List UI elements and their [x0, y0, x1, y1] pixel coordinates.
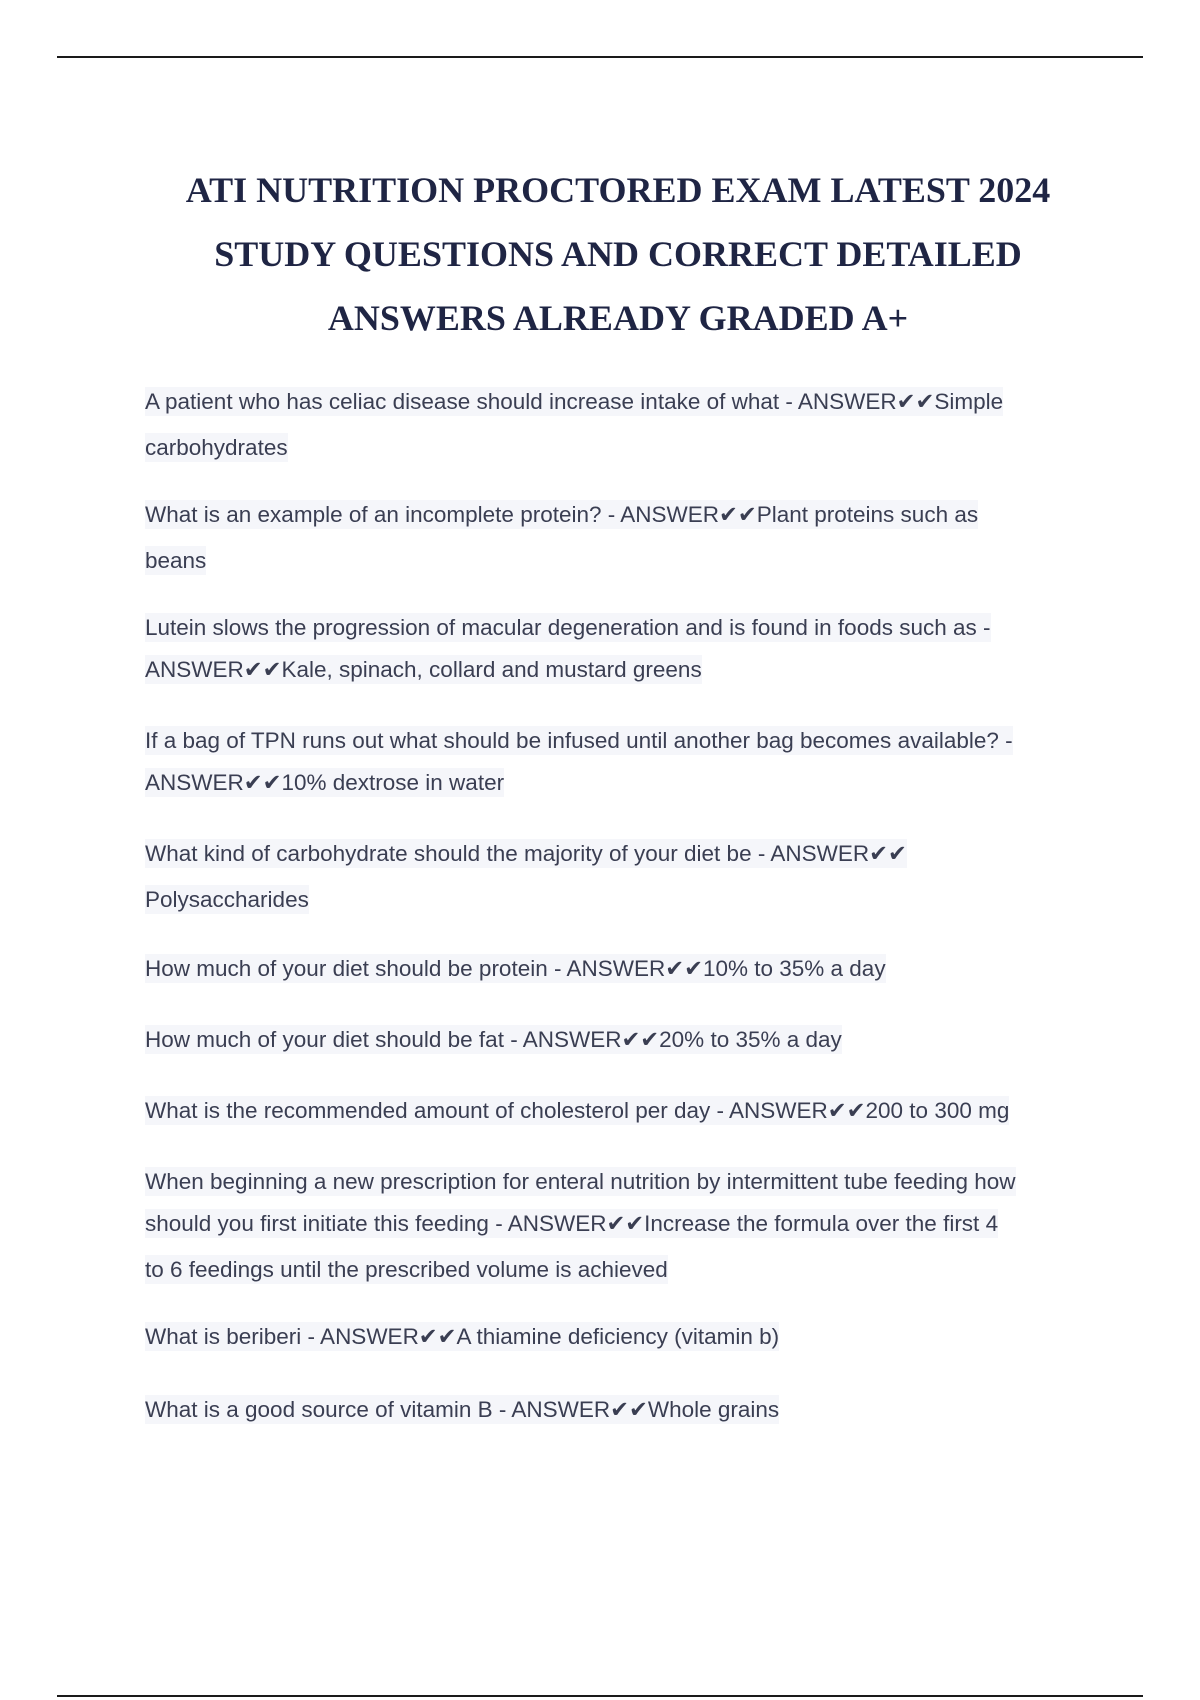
qa-line: What is a good source of vitamin B - ANSWER✔✔Whole grains [145, 1397, 780, 1422]
qa-line: How much of your diet should be fat - ANSWER✔✔20% to 35% a day [145, 1027, 842, 1052]
qa-line: If a bag of TPN runs out what should be infused until another bag becomes available? - [145, 728, 1013, 753]
qa-line: carbohydrates [145, 435, 288, 460]
qa-line: ANSWER✔✔Kale, spinach, collard and mustard greens [145, 657, 702, 682]
title-line: STUDY QUESTIONS AND CORRECT DETAILED [214, 234, 1022, 274]
qa-line: A patient who has celiac disease should increase intake of what - ANSWER✔✔Simple [145, 389, 1004, 414]
qa-line: Lutein slows the progression of macular degeneration and is found in foods such as - [145, 615, 991, 640]
qa-line: should you first initiate this feeding - ANSWER✔✔Increase the formula over the first 4 [145, 1211, 999, 1236]
title-line: ATI NUTRITION PROCTORED EXAM LATEST 2024 [185, 170, 1051, 210]
bottom-rule [57, 1695, 1143, 1697]
qa-line: What is beriberi - ANSWER✔✔A thiamine deficiency (vitamin b) [145, 1324, 780, 1349]
qa-line: ANSWER✔✔10% dextrose in water [145, 770, 505, 795]
qa-line: beans [145, 548, 207, 573]
qa-line: Polysaccharides [145, 887, 309, 912]
qa-line: to 6 feedings until the prescribed volume is achieved [145, 1257, 668, 1282]
qa-line: How much of your diet should be protein - ANSWER✔✔10% to 35% a day [145, 956, 886, 981]
qa-line: When beginning a new prescription for enteral nutrition by intermittent tube feeding how [145, 1169, 1016, 1194]
title-line: ANSWERS ALREADY GRADED A+ [327, 298, 909, 338]
qa-line: What kind of carbohydrate should the majority of your diet be - ANSWER✔✔ [145, 841, 907, 866]
qa-line: What is an example of an incomplete protein? - ANSWER✔✔Plant proteins such as [145, 502, 979, 527]
qa-line: What is the recommended amount of cholesterol per day - ANSWER✔✔200 to 300 mg [145, 1098, 1010, 1123]
